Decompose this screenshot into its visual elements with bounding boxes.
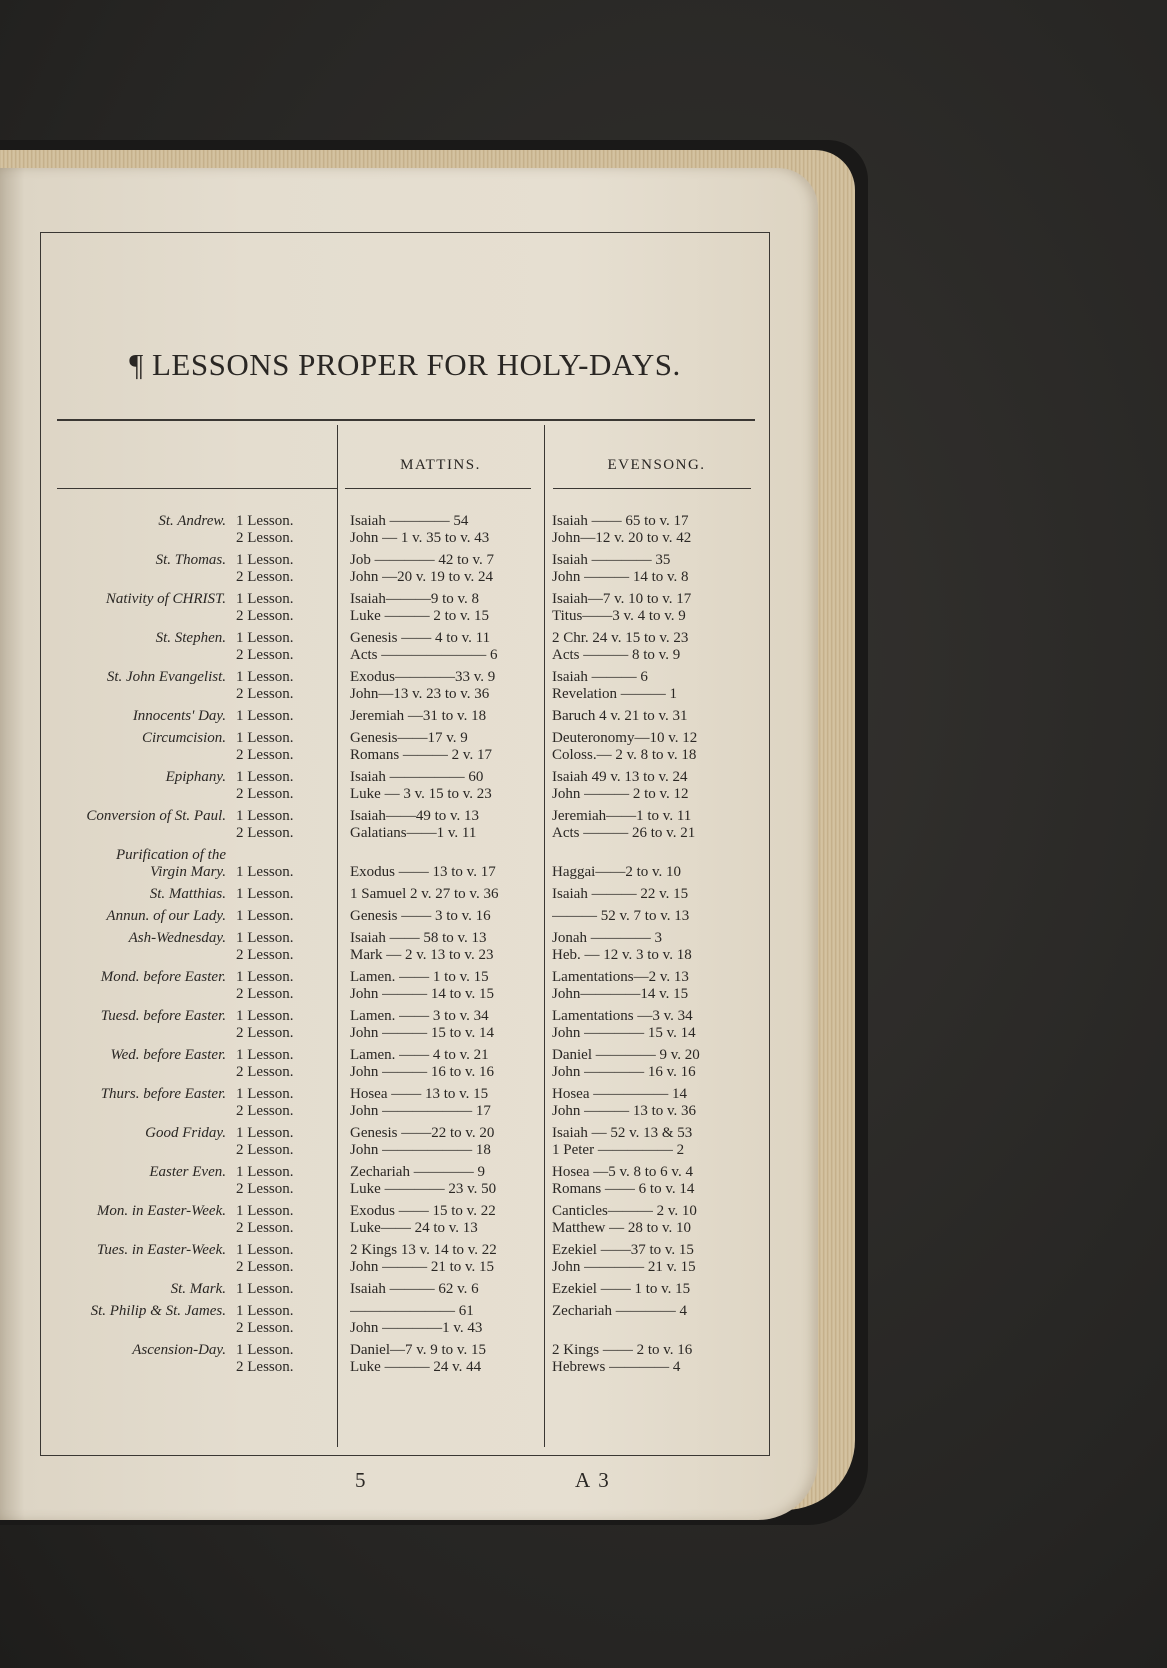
mattins-reading: Luke ——— 2 to v. 15 [350,608,490,624]
evensong-reading [552,1320,746,1337]
lesson-label: 2 Lesson. [236,647,294,663]
mattins-reading-cell [326,730,526,764]
lesson-label: 1 Lesson. [236,808,294,824]
mattins-reading: Acts ——————— 6 [350,647,498,663]
evensong-reading-cell [526,908,746,925]
mattins-reading-cell [326,513,526,547]
holy-day-name-cell [41,769,236,786]
holy-day-name-cell [41,969,236,986]
holy-day-name: St. Mark. [170,1281,226,1297]
lesson-label-cell [236,591,326,625]
evensong-reading: Lamentations —3 v. 34 [552,1008,693,1024]
lesson-label: 1 Lesson. [236,1125,294,1141]
lesson-label-cell [236,1281,326,1298]
lesson-label: 2 Lesson. [236,608,294,624]
evensong-reading [552,847,746,864]
evensong-reading-cell [526,1281,746,1298]
mattins-reading: Luke ——— 24 v. 44 [350,1359,482,1375]
evensong-reading-cell [526,630,746,664]
holy-day-name-cell [41,513,236,530]
evensong-reading-cell [526,1342,746,1376]
mattins-reading: Isaiah ———— 54 [350,513,469,529]
mattins-reading-cell [326,1203,526,1237]
mattins-reading-cell [326,1086,526,1120]
holy-day-name-cell [41,669,236,686]
lesson-label: 1 Lesson. [236,1164,294,1180]
mattins-reading: John—13 v. 23 to v. 36 [350,686,490,702]
mattins-reading: Romans ——— 2 v. 17 [350,747,492,763]
lesson-label: 2 Lesson. [236,1359,294,1375]
evensong-reading: Hosea —5 v. 8 to 6 v. 4 [552,1164,693,1180]
lesson-label: 1 Lesson. [236,552,294,568]
table-row [41,708,769,725]
holy-day-name-cell [41,1303,236,1320]
evensong-reading: Isaiah — 52 v. 13 & 53 [552,1125,693,1141]
lesson-label-cell [236,730,326,764]
mattins-reading: 2 Kings 13 v. 14 to v. 22 [350,1242,497,1258]
holy-day-name-cell [41,1047,236,1064]
table-row [41,630,769,664]
lesson-label-cell [236,552,326,586]
evensong-reading: Isaiah —— 65 to v. 17 [552,513,689,529]
page-title: ¶ LESSONS PROPER FOR HOLY-DAYS. [129,347,681,382]
evensong-reading: Acts ——— 8 to v. 9 [552,647,681,663]
evensong-reading-cell [526,513,746,547]
table-row [41,1303,769,1337]
table-row [41,1242,769,1276]
holy-day-name-cell [41,730,236,747]
evensong-reading-cell [526,1047,746,1081]
lesson-label: 2 Lesson. [236,1320,294,1336]
lesson-label: 1 Lesson. [236,1303,294,1319]
table-row [41,1164,769,1198]
lesson-label-cell [236,969,326,1003]
evensong-reading-cell [526,930,746,964]
holy-day-name: Tues. in Easter-Week. [96,1242,226,1258]
evensong-reading-cell [526,886,746,903]
holy-day-name-cell [41,908,236,925]
mattins-reading-cell [326,1342,526,1376]
evensong-reading: John ———— 15 v. 14 [552,1025,696,1041]
holy-day-name-cell [41,886,236,903]
mattins-reading: Isaiah——49 to v. 13 [350,808,480,824]
table-row [41,1086,769,1120]
mattins-reading: Genesis —— 4 to v. 11 [350,630,491,646]
lesson-label-cell [236,886,326,903]
evensong-reading: Jonah ———— 3 [552,930,662,946]
evensong-reading: John ——— 2 to v. 12 [552,786,689,802]
table-row [41,1125,769,1159]
table-row [41,908,769,925]
evensong-reading-cell [526,1303,746,1337]
table-row [41,930,769,964]
lesson-label-cell [236,1342,326,1376]
mattins-reading: Isaiah ————— 60 [350,769,484,785]
table-row [41,591,769,625]
lesson-label: 2 Lesson. [236,1103,294,1119]
mattins-reading: Genesis —— 3 to v. 16 [350,908,491,924]
mattins-reading: Genesis——17 v. 9 [350,730,468,746]
lesson-label: 2 Lesson. [236,1259,294,1275]
evensong-reading: Titus——3 v. 4 to v. 9 [552,608,686,624]
mattins-reading: Isaiah———9 to v. 8 [350,591,480,607]
table-row [41,552,769,586]
evensong-reading: Ezekiel —— 1 to v. 15 [552,1281,691,1297]
table-row [41,769,769,803]
header-rule [553,488,751,489]
evensong-reading: Revelation ——— 1 [552,686,677,702]
evensong-reading-cell [526,591,746,625]
mattins-reading: Isaiah —— 58 to v. 13 [350,930,487,946]
mattins-reading-cell [326,1281,526,1298]
holy-day-name-cell [41,630,236,647]
lesson-label: 1 Lesson. [236,864,294,880]
mattins-reading-cell [326,1242,526,1276]
lesson-label: 2 Lesson. [236,947,294,963]
holy-day-name: Ascension-Day. [132,1342,226,1358]
lesson-label-cell [236,847,326,881]
lesson-label: 2 Lesson. [236,1025,294,1041]
mattins-reading-cell [326,1164,526,1198]
evensong-reading: Lamentations—2 v. 13 [552,969,689,985]
evensong-reading: John—12 v. 20 to v. 42 [552,530,692,546]
mattins-reading: John — 1 v. 35 to v. 43 [350,530,490,546]
evensong-reading-cell [526,1242,746,1276]
holy-day-name: Virgin Mary. [150,864,226,880]
mattins-reading: John ——— 16 to v. 16 [350,1064,495,1080]
evensong-reading-cell [526,669,746,703]
holy-day-name-cell [41,847,236,881]
lesson-label-cell [236,1164,326,1198]
evensong-reading: 2 Chr. 24 v. 15 to v. 23 [552,630,689,646]
table-row [41,1281,769,1298]
holy-day-name: Nativity of CHRIST. [105,591,226,607]
lesson-label-cell [236,769,326,803]
lesson-label-cell [236,1125,326,1159]
mattins-reading: Exodus —— 15 to v. 22 [350,1203,496,1219]
lesson-label: 2 Lesson. [236,686,294,702]
mattins-reading: Lamen. —— 1 to v. 15 [350,969,489,985]
mattins-reading-cell [326,769,526,803]
lesson-label: 2 Lesson. [236,747,294,763]
table-row [41,1047,769,1081]
holy-day-name-cell [41,1203,236,1220]
holy-day-name-cell [41,1242,236,1259]
mattins-reading: Daniel—7 v. 9 to v. 15 [350,1342,486,1358]
table-row [41,669,769,703]
mattins-reading: Exodus————33 v. 9 [350,669,496,685]
holy-day-name-cell [41,930,236,947]
lesson-label: 2 Lesson. [236,1220,294,1236]
mattins-reading: Job ———— 42 to v. 7 [350,552,495,568]
evensong-reading-cell [526,730,746,764]
mattins-reading-cell [326,1008,526,1042]
lesson-label: 1 Lesson. [236,630,294,646]
holy-day-name: Mond. before Easter. [100,969,226,985]
table-row [41,1342,769,1376]
lesson-label: 2 Lesson. [236,986,294,1002]
evensong-reading: 2 Kings —— 2 to v. 16 [552,1342,693,1358]
lesson-label-cell [236,669,326,703]
lesson-label-cell [236,1047,326,1081]
holy-day-name: Good Friday. [145,1125,226,1141]
lesson-label: 1 Lesson. [236,930,294,946]
lesson-label: 2 Lesson. [236,1142,294,1158]
lesson-label: 1 Lesson. [236,1047,294,1063]
mattins-reading: Luke — 3 v. 15 to v. 23 [350,786,492,802]
holy-day-name-cell [41,1342,236,1359]
mattins-reading: Genesis ——22 to v. 20 [350,1125,495,1141]
lesson-label: 2 Lesson. [236,1181,294,1197]
holy-day-name: St. Thomas. [155,552,226,568]
evensong-reading: Zechariah ———— 4 [552,1303,687,1319]
lesson-label-cell [236,513,326,547]
mattins-reading: John ——— 15 to v. 14 [350,1025,495,1041]
lesson-label-cell [236,1086,326,1120]
table-row [41,1008,769,1042]
table-row [41,886,769,903]
evensong-reading: Isaiah ——— 6 [552,669,648,685]
holy-day-name-cell [41,708,236,725]
lesson-label: 1 Lesson. [236,708,294,724]
holy-day-name: Annun. of our Lady. [106,908,226,924]
mattins-reading-cell [326,969,526,1003]
mattins-reading: Isaiah ——— 62 v. 6 [350,1281,479,1297]
holy-day-name-cell [41,1164,236,1181]
evensong-reading-cell [526,1164,746,1198]
evensong-reading: John ———— 21 v. 15 [552,1259,696,1275]
lesson-label: 2 Lesson. [236,530,294,546]
holy-day-name: Epiphany. [165,769,226,785]
evensong-reading: Baruch 4 v. 21 to v. 31 [552,708,688,724]
mattins-reading-cell [326,630,526,664]
mattins-reading-cell [326,708,526,725]
mattins-reading-cell [326,1125,526,1159]
holy-day-name: Ash-Wednesday. [128,930,226,946]
holy-day-name-cell [41,1086,236,1103]
lesson-label-cell [236,1303,326,1337]
evensong-reading: John ——— 13 to v. 36 [552,1103,697,1119]
evensong-reading: Daniel ———— 9 v. 20 [552,1047,700,1063]
evensong-reading-cell [526,708,746,725]
evensong-reading: John————14 v. 15 [552,986,689,1002]
mattins-reading: John ——— 14 to v. 15 [350,986,495,1002]
mattins-reading: Lamen. —— 4 to v. 21 [350,1047,489,1063]
holy-day-name: Thurs. before Easter. [100,1086,226,1102]
lesson-label: 1 Lesson. [236,1008,294,1024]
evensong-reading-cell [526,847,746,881]
holy-day-name: Conversion of St. Paul. [86,808,226,824]
evensong-reading: Ezekiel ——37 to v. 15 [552,1242,694,1258]
lesson-label-cell [236,1008,326,1042]
header-rule [57,488,337,489]
lesson-label-cell [236,930,326,964]
evensong-reading: John ——— 14 to v. 8 [552,569,689,585]
mattins-reading: John ————1 v. 43 [350,1320,483,1336]
mattins-reading: Jeremiah —31 to v. 18 [350,708,487,724]
holy-day-name-cell [41,1281,236,1298]
mattins-reading-cell [326,591,526,625]
mattins-reading-cell [326,908,526,925]
holy-day-name: Wed. before Easter. [110,1047,226,1063]
lesson-label: 1 Lesson. [236,1281,294,1297]
evensong-header: EVENSONG. [607,457,706,473]
table-row [41,513,769,547]
mattins-reading: ——————— 61 [350,1303,474,1319]
mattins-reading-cell [326,552,526,586]
evensong-reading: Hosea ————— 14 [552,1086,687,1102]
mattins-reading: Mark — 2 v. 13 to v. 23 [350,947,494,963]
lesson-label: 2 Lesson. [236,825,294,841]
evensong-reading: Canticles——— 2 v. 10 [552,1203,697,1219]
lesson-label: 2 Lesson. [236,786,294,802]
evensong-reading: 1 Peter ————— 2 [552,1142,685,1158]
lesson-label: 1 Lesson. [236,769,294,785]
table-row [41,847,769,881]
evensong-reading-cell [526,969,746,1003]
mattins-reading-cell [326,847,526,881]
evensong-reading-cell [526,1203,746,1237]
mattins-reading: 1 Samuel 2 v. 27 to v. 36 [350,886,499,902]
evensong-reading-cell [526,1125,746,1159]
lesson-label-cell [236,630,326,664]
evensong-reading-cell [526,769,746,803]
mattins-reading: John —————— 18 [350,1142,491,1158]
evensong-reading: John ———— 16 v. 16 [552,1064,696,1080]
holy-day-name: St. Matthias. [149,886,226,902]
evensong-reading-cell [526,1008,746,1042]
mattins-reading-cell [326,669,526,703]
holy-day-name-cell [41,591,236,608]
evensong-reading: Acts ——— 26 to v. 21 [552,825,696,841]
evensong-reading-cell [526,1086,746,1120]
holy-day-name-cell [41,1125,236,1142]
holy-day-name-cell [41,1008,236,1025]
mattins-reading: John —————— 17 [350,1103,491,1119]
mattins-reading: John ——— 21 to v. 15 [350,1259,495,1275]
lesson-label: 2 Lesson. [236,569,294,585]
evensong-reading: Heb. — 12 v. 3 to v. 18 [552,947,692,963]
evensong-reading: ——— 52 v. 7 to v. 13 [552,908,690,924]
evensong-reading: Romans —— 6 to v. 14 [552,1181,695,1197]
holy-day-name: St. Andrew. [158,513,226,529]
page-frame [40,232,770,1456]
page-number: 5 [355,1468,366,1492]
lesson-label: 1 Lesson. [236,591,294,607]
mattins-reading: Luke ———— 23 v. 50 [350,1181,497,1197]
holy-day-name: Tuesd. before Easter. [100,1008,226,1024]
mattins-reading: Luke—— 24 to v. 13 [350,1220,478,1236]
evensong-reading-cell [526,552,746,586]
mattins-reading-cell [326,808,526,842]
holy-day-name: Easter Even. [149,1164,226,1180]
lesson-label-cell [236,908,326,925]
evensong-reading: Hebrews ———— 4 [552,1359,681,1375]
title-rule [57,419,755,421]
holy-day-name: Circumcision. [141,730,226,746]
lesson-label-cell [236,1242,326,1276]
holy-day-name: St. Stephen. [155,630,226,646]
mattins-reading: Galatians——1 v. 11 [350,825,477,841]
evensong-reading: Deuteronomy—10 v. 12 [552,730,698,746]
holy-day-name: St. Philip & St. James. [90,1303,226,1319]
signature-mark: A 3 [575,1468,611,1492]
lesson-label: 1 Lesson. [236,969,294,985]
lesson-label [236,847,326,864]
table-row [41,730,769,764]
table-row [41,808,769,842]
evensong-reading: Jeremiah——1 to v. 11 [552,808,692,824]
holy-day-name-cell [41,808,236,825]
book-page [0,168,818,1520]
mattins-reading: Lamen. —— 3 to v. 34 [350,1008,489,1024]
lesson-label: 1 Lesson. [236,1086,294,1102]
evensong-reading: Haggai——2 to v. 10 [552,864,682,880]
evensong-reading: Isaiah ———— 35 [552,552,671,568]
mattins-reading: Exodus —— 13 to v. 17 [350,864,496,880]
evensong-reading: Isaiah 49 v. 13 to v. 24 [552,769,688,785]
lesson-label: 1 Lesson. [236,908,294,924]
table-row [41,1203,769,1237]
holy-day-name: Innocents' Day. [132,708,226,724]
lessons-table [41,513,769,1453]
holy-day-name: St. John Evangelist. [106,669,226,685]
mattins-reading-cell [326,1303,526,1337]
lesson-label: 1 Lesson. [236,1203,294,1219]
lesson-label: 1 Lesson. [236,886,294,902]
lesson-label-cell [236,708,326,725]
lesson-label: 1 Lesson. [236,1242,294,1258]
holy-day-name: Purification of the [116,847,226,863]
lesson-label: 1 Lesson. [236,513,294,529]
mattins-header: MATTINS. [400,457,481,473]
lesson-label-cell [236,1203,326,1237]
holy-day-name: Mon. in Easter-Week. [96,1203,226,1219]
lesson-label: 1 Lesson. [236,730,294,746]
header-rule [345,488,531,489]
evensong-reading: Isaiah—7 v. 10 to v. 17 [552,591,692,607]
mattins-reading-cell [326,886,526,903]
table-row [41,969,769,1003]
evensong-reading-cell [526,808,746,842]
mattins-reading [350,847,526,864]
lesson-label: 1 Lesson. [236,669,294,685]
holy-day-name-cell [41,552,236,569]
mattins-reading: John —20 v. 19 to v. 24 [350,569,494,585]
mattins-reading: Zechariah ———— 9 [350,1164,485,1180]
mattins-reading-cell [326,1047,526,1081]
lesson-label-cell [236,808,326,842]
lesson-label: 1 Lesson. [236,1342,294,1358]
mattins-reading: Hosea —— 13 to v. 15 [350,1086,489,1102]
mattins-reading-cell [326,930,526,964]
evensong-reading: Isaiah ——— 22 v. 15 [552,886,689,902]
evensong-reading: Matthew — 28 to v. 10 [552,1220,692,1236]
evensong-reading: Coloss.— 2 v. 8 to v. 18 [552,747,697,763]
lesson-label: 2 Lesson. [236,1064,294,1080]
